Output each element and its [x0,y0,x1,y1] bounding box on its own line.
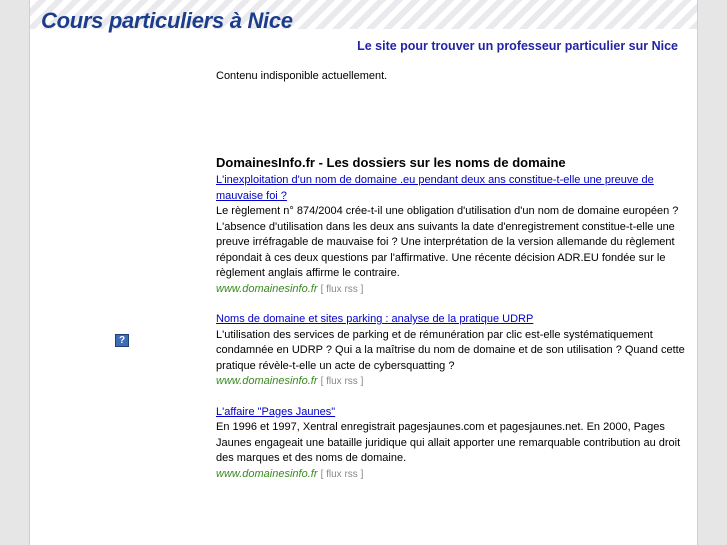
article-source [216,282,694,298]
page-container [29,0,698,545]
article-summary: Le règlement n° 874/2004 crée-t-il une obligation d'utilisation d'un nom de domaine européen ? L'absence d'utilisation dans les deux ans suivants la date d'enregistrement constitue-t-elle une preuve irréfragable de mauvaise foi ? Une interprétation de la version allemande du règlement répondait à ces deux questions par l'affirmative. Une récente décision ADR.EU fondée sur le règlement anglais affirme le contraire. [216,205,679,279]
article-summary: En 1996 et 1997, Xentral enregistrait pagesjaunes.com et pagesjaunes.net. En 2000, Pages Jaunes engageait une bataille juridique qui allait apporter une remarquable contribution au droit des marques et des noms de domaine. [216,421,681,464]
news-feed [216,155,694,497]
rss-feed-link[interactable]: [ flux rss ] [320,468,364,480]
feed-article [216,173,694,297]
article-source [216,467,694,483]
article-link[interactable]: L'affaire "Pages Jaunes" [216,405,336,418]
unavailable-message: Contenu indisponible actuellement. [216,70,388,82]
source-site: www.domainesinfo.fr [216,282,318,295]
rss-feed-link[interactable]: [ flux rss ] [320,283,364,295]
site-tagline: Le site pour trouver un professeur particulier sur Nice [357,39,678,53]
article-source [216,374,694,390]
site-title[interactable]: Cours particuliers à Nice [41,8,293,33]
source-site: www.domainesinfo.fr [216,467,318,480]
rss-feed-link[interactable]: [ flux rss ] [320,376,364,387]
source-site: www.domainesinfo.fr [216,375,318,387]
article-link[interactable]: L'inexploitation d'un nom de domaine .eu pendant deux ans constitue-t-elle une preuve de mauvaise foi ? [216,174,654,202]
feed-article [216,405,694,483]
feed-article [216,312,694,390]
article-summary: L'utilisation des services de parking et de rémunération par clic est-elle systématiquement condamnée en UDRP ? Qui a la maîtrise du nom de domaine et de son utilisation ? Quand cette pratique révèle-t-elle un acte de cybersquatting ? [216,328,685,372]
help-icon[interactable]: ? [115,334,129,347]
article-link[interactable]: Noms de domaine et sites parking : analyse de la pratique UDRP [216,313,534,325]
feed-title: DomainesInfo.fr - Les dossiers sur les noms de domaine [216,155,566,170]
